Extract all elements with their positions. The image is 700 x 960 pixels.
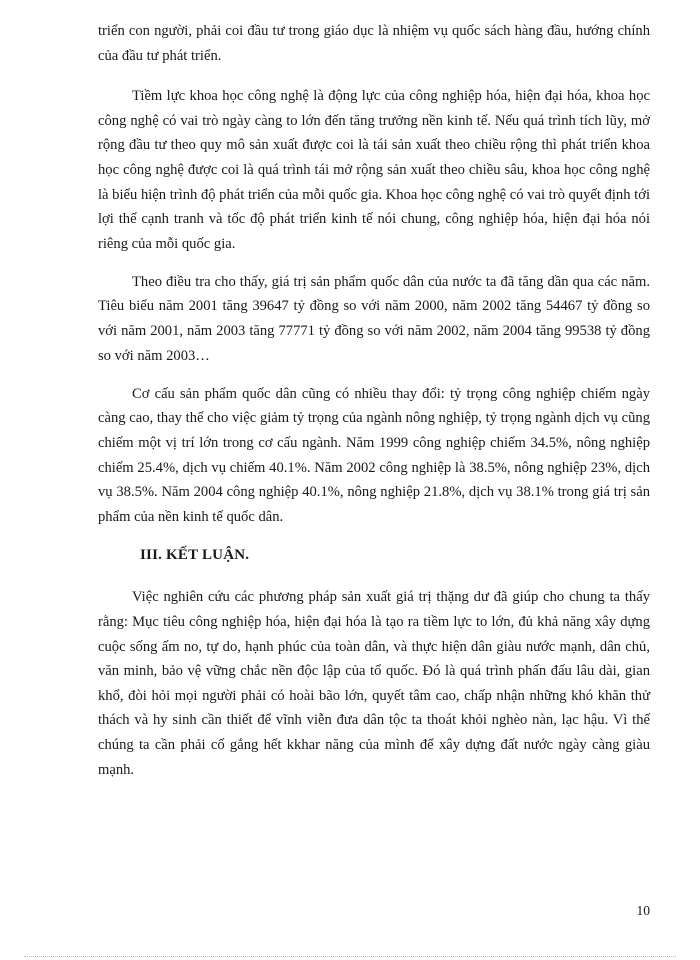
document-body: [98, 19, 650, 796]
paragraph-science-technology: Tiềm lực khoa học công nghệ là động lực của công nghiệp hóa, hiện đại hóa, khoa học công nghệ có vai trò ngày càng to lớn đến tăng trưởng nền kinh tế. Nếu quá trình tích lũy, mở rộng đầu tư theo quy mô sản xuất được coi là tái sản xuất theo chiều rộng thì phát triển khoa học công nghệ được coi là quá trình tái mở rộng sản xuất theo chiều sâu, khoa học công nghệ là biểu hiện trình độ phát triển của mỗi quốc gia. Khoa học công nghệ có vai trò quyết định tới lợi thế cạnh tranh và tốc độ phát triển kinh tế nói chung, công nghiệp hóa, hiện đại hóa nói riêng của mỗi quốc gia.: [98, 88, 651, 252]
page-number: 10: [636, 903, 650, 918]
section-heading: III. KẾT LUẬN.: [140, 546, 250, 563]
paragraph-national-product: Theo điều tra cho thấy, giá trị sản phẩm quốc dân của nước ta đã tăng dần qua các năm. Tiêu biểu năm 2001 tăng 39647 tỷ đồng so với năm 2000, năm 2002 tăng 54467 tỷ đồng so với năm 2001, năm 2003 tăng 77771 tỷ đồng so với năm 2002, năm 2004 tăng 99538 tỷ đồng so với năm 2003…: [98, 273, 650, 364]
paragraph-continuation: triển con người, phải coi đầu tư trong giáo dục là nhiệm vụ quốc sách hàng đầu, hướng chính của đầu tư phát triển.: [98, 23, 650, 64]
paragraph-economic-structure: Cơ cấu sản phẩm quốc dân cũng có nhiều thay đổi: tỷ trọng công nghiệp chiếm ngày càng cao, thay thế cho việc giảm tỷ trọng của ngành nông nghiệp, tỷ trọng ngành dịch vụ cũng chiếm một vị trí lớn trong cơ cấu ngành. Năm 1999 công nghiệp chiếm 34.5%, nông nghiệp chiếm 25.4%, dịch vụ chiếm 40.1%. Năm 2002 công nghiệp là 38.5%, nông nghiệp 23%, dịch vụ 38.5%. Năm 2004 công nghiệp 40.1%, nông nghiệp 21.8%, dịch vụ 38.1% trong giá trị sản phẩm của nền kinh tế quốc dân.: [98, 385, 650, 525]
page-bottom-divider: [24, 956, 676, 957]
paragraph-conclusion: Việc nghiên cứu các phương pháp sản xuất giá trị thặng dư đã giúp cho chung ta thấy rằng: Mục tiêu công nghiệp hóa, hiện đại hóa là tạo ra tiềm lực to lớn, đủ khả năng xây dựng cuộc sống ấm no, tự do, hạnh phúc của toàn dân, và thực hiện dân giàu nước mạnh, dân chủ, văn minh, bảo vệ vững chắc nền độc lập của tổ quốc. Đó là quá trình phấn đấu lâu dài, gian khổ, đòi hỏi mọi người phải có hoài bão lớn, quyết tâm cao, chấp nhận những khó khăn thử thách và hy sinh cần thiết để vĩnh viễn đưa dân tộc ta thoát khỏi nghèo nàn, lạc hậu. Vì thế chúng ta cần phải cố gắng hết kkhar năng của mình để xây dựng đất nước ngày càng giàu mạnh.: [98, 589, 650, 778]
